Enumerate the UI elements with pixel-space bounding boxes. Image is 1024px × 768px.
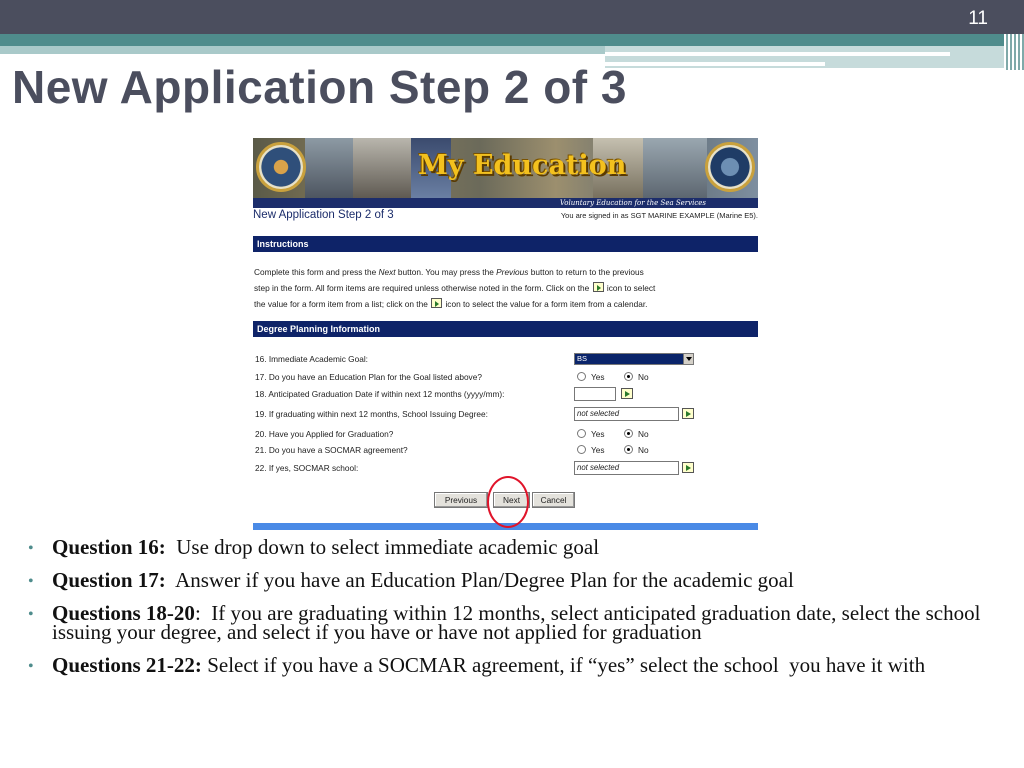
chevron-down-icon[interactable]: [683, 354, 693, 364]
degree-planning-header: Degree Planning Information: [253, 321, 758, 337]
instructions-line: [254, 280, 757, 296]
question-label: 19. If graduating within next 12 months, School Issuing Degree:: [255, 409, 488, 419]
instr-text: step in the form. All form items are required unless otherwise noted in the form. Click on the: [254, 283, 592, 293]
list-picker-icon: [593, 282, 604, 292]
instr-text: icon to select the value for a form item from a calendar.: [443, 299, 648, 309]
site-banner: [253, 138, 758, 198]
bullet-item: [28, 653, 1018, 677]
decorative-lines: [1004, 34, 1024, 70]
banner-photo: [643, 138, 707, 198]
instr-text: Complete this form and press the: [254, 267, 379, 277]
education-plan-yes-radio[interactable]: [577, 372, 586, 381]
instructions-header: Instructions: [253, 236, 758, 252]
question-row-20: [255, 427, 755, 441]
signed-in-status: You are signed in as SGT MARINE EXAMPLE (Marine E5).: [560, 211, 758, 220]
question-label: 20. Have you Applied for Graduation?: [255, 429, 394, 439]
radio-label: No: [638, 445, 649, 455]
socmar-school-input[interactable]: not selected: [574, 461, 679, 475]
question-label: 17. Do you have an Education Plan for the Goal listed above?: [255, 372, 482, 382]
calendar-icon[interactable]: [621, 388, 633, 399]
question-label: 21. Do you have a SOCMAR agreement?: [255, 445, 408, 455]
decorative-stripe: [0, 34, 1024, 46]
instr-text: Previous: [496, 267, 529, 277]
instr-text: icon to select: [604, 283, 656, 293]
question-label: 18. Anticipated Graduation Date if within next 12 months (yyyy/mm):: [255, 389, 505, 399]
bullet-lead: Question 16:: [52, 535, 166, 559]
previous-button[interactable]: Previous: [434, 492, 488, 508]
question-row-21: [255, 443, 755, 457]
question-row-22: [255, 461, 755, 475]
bullet-item: [28, 535, 1018, 559]
school-issuing-input[interactable]: not selected: [574, 407, 679, 421]
bullet-lead: Question 17:: [52, 568, 166, 592]
bullet-lead: Questions 18-20: [52, 601, 195, 625]
banner-photo: [305, 138, 353, 198]
applied-graduation-no-radio[interactable]: [624, 429, 633, 438]
radio-label: No: [638, 429, 649, 439]
academic-goal-select[interactable]: [574, 353, 694, 365]
app-screenshot: [253, 138, 758, 530]
compass-seal-icon: [256, 142, 306, 192]
slide-number: 11: [968, 8, 988, 29]
socmar-yes-radio[interactable]: [577, 445, 586, 454]
question-row-16: [255, 352, 755, 366]
bullet-lead: Questions 21-22:: [52, 653, 202, 677]
cancel-button[interactable]: Cancel: [532, 492, 575, 508]
radio-label: Yes: [591, 429, 605, 439]
bullet-text: Select if you have a SOCMAR agreement, if “yes” select the school you have it with: [201, 653, 926, 677]
list-picker-icon[interactable]: [682, 408, 694, 419]
applied-graduation-yes-radio[interactable]: [577, 429, 586, 438]
question-label: 16. Immediate Academic Goal:: [255, 354, 368, 364]
socmar-no-radio[interactable]: [624, 445, 633, 454]
bullet-text: : If you are graduating within 12 months, select anticipated graduation date, select the school issuing your degree, and select if you have or have not applied for graduation: [52, 601, 986, 644]
bullet-text: Use drop down to select immediate academic goal: [165, 535, 600, 559]
bullet-item: [28, 601, 1018, 644]
site-logo-text: My Education: [418, 150, 627, 181]
select-value: BS: [577, 354, 588, 363]
list-picker-icon[interactable]: [682, 462, 694, 473]
radio-label: Yes: [591, 372, 605, 382]
instr-text: the value for a form item from a list; click on the: [254, 299, 431, 309]
question-label: 22. If yes, SOCMAR school:: [255, 463, 359, 473]
question-row-19: [255, 407, 755, 421]
instructions-line: [254, 264, 757, 280]
instructions-text: [254, 264, 757, 312]
decorative-stripe: [605, 52, 950, 56]
instructions-line: [254, 296, 757, 312]
slide-title: New Application Step 2 of 3: [12, 61, 627, 113]
college-seal-icon: [705, 142, 755, 192]
question-row-18: [255, 387, 755, 401]
radio-label: Yes: [591, 445, 605, 455]
instr-text: button. You may press the: [395, 267, 497, 277]
radio-label: No: [638, 372, 649, 382]
calendar-picker-icon: [431, 298, 442, 308]
graduation-date-input[interactable]: [574, 387, 616, 401]
question-row-17: [255, 370, 755, 384]
education-plan-no-radio[interactable]: [624, 372, 633, 381]
next-button-highlight-circle: [487, 476, 529, 528]
instr-text: button to return to the previous: [528, 267, 644, 277]
site-tagline: Voluntary Education for the Sea Services: [559, 199, 706, 207]
bullet-item: [28, 568, 1018, 592]
slide-top-bar: [0, 0, 1024, 34]
decorative-stripe: [0, 46, 605, 54]
next-button[interactable]: Next: [493, 492, 530, 508]
bullet-list: [28, 535, 1018, 689]
decorative-stripe: [605, 62, 825, 66]
form-page-title: New Application Step 2 of 3: [253, 209, 394, 221]
bullet-text: Answer if you have an Education Plan/Degree Plan for the academic goal: [165, 568, 794, 592]
banner-photo: [353, 138, 411, 198]
instr-text: Next: [378, 267, 396, 277]
